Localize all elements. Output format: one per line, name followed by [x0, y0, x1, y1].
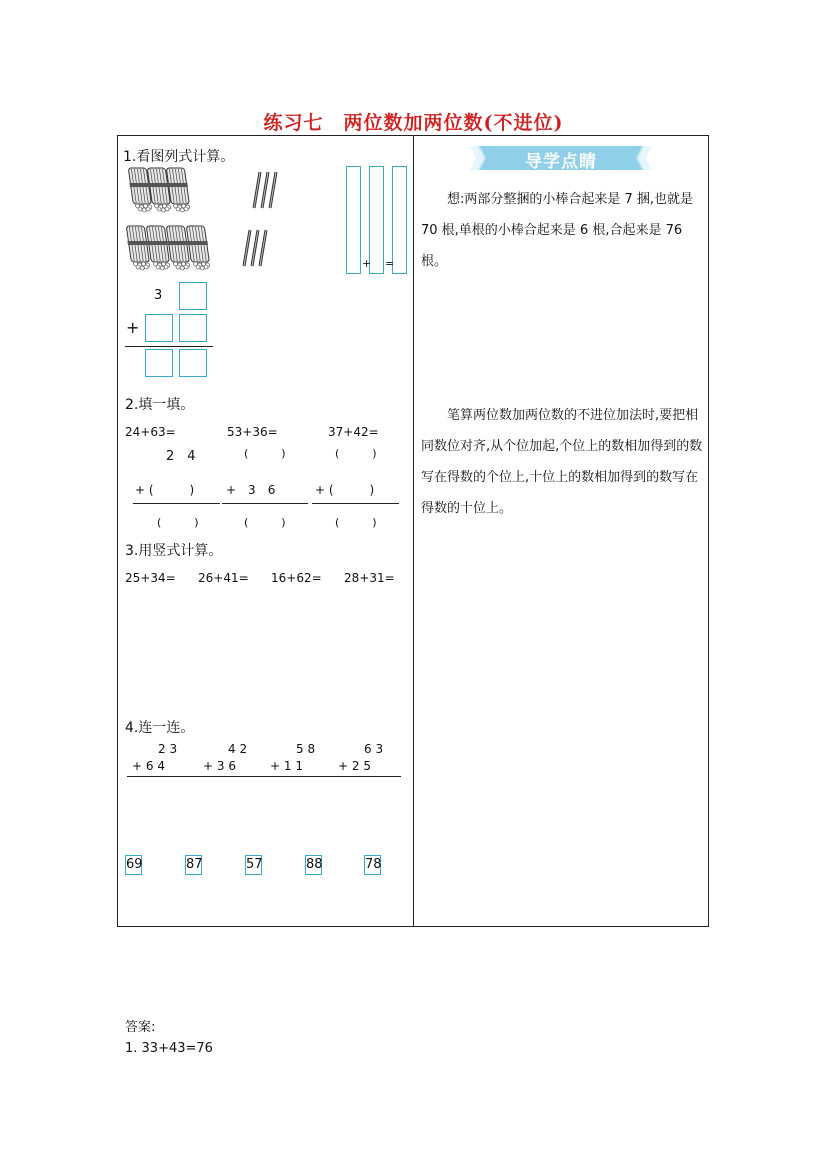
- answer-box-tall-2[interactable]: [369, 166, 384, 274]
- answer-box-tens-mid[interactable]: [145, 314, 173, 342]
- answers-label: 答案:: [125, 1020, 156, 1035]
- q2-v1-mid[interactable]: + ( ): [135, 483, 195, 497]
- answer-box-ones-mid[interactable]: [179, 314, 207, 342]
- answer-88[interactable]: 88: [305, 855, 322, 875]
- hint-paragraph-1: 想:两部分整捆的小棒合起来是 7 捆,也就是 70 根,单根的小棒合起来是 6 根,合起来是 76 根。: [421, 192, 694, 269]
- banner-title: 导学点睛: [525, 152, 597, 172]
- q2-eq-1: 24+63=: [125, 425, 176, 439]
- q3-expr-1: 25+34=: [125, 571, 176, 585]
- q2-v3-mid[interactable]: + ( ): [315, 483, 375, 497]
- page-title: 练习七 两位数加两位数(不进位): [263, 112, 564, 134]
- q2-rule-1: [133, 503, 220, 504]
- q2-v2-bot[interactable]: ( ): [244, 516, 286, 529]
- q4-top-3: 5 8: [296, 742, 316, 756]
- q4-bottom-2: + 3 6: [203, 759, 236, 773]
- vertical-rule: [125, 346, 213, 347]
- answer-box-tall-1[interactable]: [346, 166, 361, 274]
- q4-bottom-3: + 1 1: [270, 759, 303, 773]
- answer-69[interactable]: 69: [125, 855, 142, 875]
- q2-eq-3: 37+42=: [328, 425, 379, 439]
- q3-heading: 3.用竖式计算。: [125, 543, 223, 559]
- q2-v2-top[interactable]: ( ): [244, 447, 286, 460]
- sticks-row2: [244, 230, 266, 266]
- vertical-top-digit: 3: [154, 288, 163, 303]
- q2-v2-mid: + 3 6: [226, 483, 276, 497]
- q2-eq-2: 53+36=: [227, 425, 278, 439]
- q2-v1-bot[interactable]: ( ): [157, 516, 199, 529]
- q2-rule-2: [222, 503, 308, 504]
- q4-top-4: 6 3: [364, 742, 384, 756]
- q3-expr-3: 16+62=: [271, 571, 322, 585]
- q4-bottom-1: + 6 4: [132, 759, 165, 773]
- q2-heading: 2.填一填。: [125, 397, 195, 413]
- vertical-plus-sign: +: [126, 318, 140, 337]
- bundles-row2: [125, 226, 211, 270]
- q1-heading: 1.看图列式计算。: [123, 149, 235, 165]
- answer-box-ones-top[interactable]: [179, 282, 207, 310]
- answer-57[interactable]: 57: [245, 855, 262, 875]
- q4-bottom-4: + 2 5: [338, 759, 371, 773]
- q3-expr-2: 26+41=: [198, 571, 249, 585]
- answers-line-1: 1. 33+43=76: [125, 1041, 213, 1056]
- sticks-row1: [254, 172, 276, 208]
- plus-sign: +: [362, 257, 372, 270]
- q2-rule-3: [312, 503, 399, 504]
- hint-paragraph-2: 笔算两位数加两位数的不进位加法时,要把相同数位对齐,从个位加起,个位上的数相加得到的数写在得数的个位上,十位上的数相加得到的数写在得数的十位上。: [421, 408, 703, 516]
- q2-v1-top: 2 4: [166, 449, 196, 464]
- answer-87[interactable]: 87: [185, 855, 202, 875]
- q3-expr-4: 28+31=: [344, 571, 395, 585]
- answer-box-tall-3[interactable]: [392, 166, 407, 274]
- q2-v3-bot[interactable]: ( ): [335, 516, 377, 529]
- q2-v3-top[interactable]: ( ): [335, 447, 377, 460]
- answer-box-ones-result[interactable]: [179, 349, 207, 377]
- q4-top-1: 2 3: [158, 742, 178, 756]
- q4-heading: 4.连一连。: [125, 720, 195, 736]
- q4-top-2: 4 2: [228, 742, 248, 756]
- q4-rule: [127, 776, 401, 777]
- answer-78[interactable]: 78: [364, 855, 381, 875]
- bundles-row1: [127, 168, 191, 212]
- equals-sign: =: [385, 257, 395, 270]
- answer-box-tens-result[interactable]: [145, 349, 173, 377]
